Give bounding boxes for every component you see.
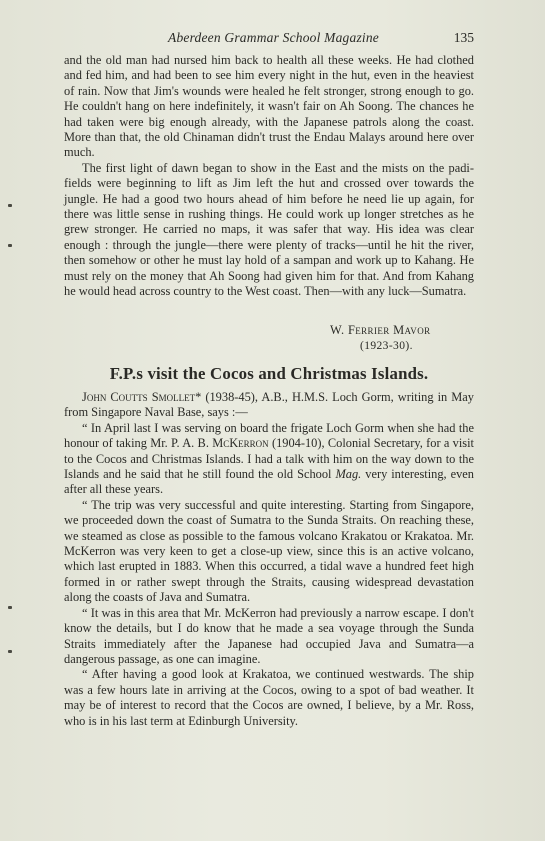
author-name: W. Ferrier Mavor [330,323,431,337]
paragraph-text: “ In April last I was serving on board the frigate Loch Gorm when she had the honour of taking Mr. P. A. B. [64,420,474,451]
story-paragraph: and the old man had nursed him back to health all these weeks. He had clothed and fed him, and had been to see him every night in the hut, even in the heaviest of rain. Now that Jim's wounds were healed he felt stronger, strong enough to go. He couldn't hang on here indefinitely, it wasn't fair on Ah Soong. The chances he had taken were big enough already, with the Japanese patrols along the coast. More than that, the old Chinaman didn't trust the Endau Malays around here over much. [64,53,474,160]
article-title: F.P.s visit the Cocos and Christmas Islands. [109,364,429,383]
magazine-abbrev: Mag. [335,467,362,482]
writer-name: John Coutts Smollet* [82,390,202,404]
paragraph-text: (1904-10), Colonial Secretary, for a visit to the Cocos and Christmas Islands. I had a talk with him on the way down to the Islands and he said that he still found the old School [64,436,474,482]
author-signature [330,322,480,354]
article-paragraph [64,421,474,498]
margin-mark [8,244,12,247]
article-intro [64,390,474,421]
margin-mark [8,204,12,207]
author-years: (1923-30). [360,340,413,352]
intro-text: (1938-45), A.B., H.M.S. Loch Gorm, writing in May from Singapore Naval Base, says :— [64,390,475,420]
page-number: 135 [453,30,474,45]
article-paragraph: “ The trip was very successful and quite interesting. Starting from Singapore, we proceeded down the coast of Sumatra to the Sunda Straits. On reaching these, we steamed as close as possible to the famous volcano Krakatou or Krakatoa. Mr. McKerron was very keen to get a close-up view, since this is an active volcano, which last erupted in 1883. When this occurred, a tidal wave a hundred feet high formed in or rather swept through the Straits, causing widespread devastation along the coasts of Java and Sumatra. [64,497,474,605]
margin-mark [8,650,12,653]
article-body [64,390,474,729]
running-title: Aberdeen Grammar School Magazine [168,30,379,45]
story-paragraph: The first light of dawn began to show in the East and the mists on the padi-fields were beginning to lift as Jim left the hut and crossed over towards the jungle. He had a good two hours ahead of him before he need lie up again, for there was little sense in rushing things. He could work up longer stretches as he grew stronger. He carried no maps, it was safer that way. His idea was clear enough : through the jungle—there were plenty of tracks—until he hit the river, then somehow or other he must lay hold of a sampan and work up to Kahang. He must rely on the money that Ah Soong had given him for that. And from Kahang he would head across country to the West coast. Then—with any luck—Sumatra. [64,160,474,299]
article-paragraph: “ It was in this area that Mr. McKerron had previously a narrow escape. I don't know the details, but I do know that he made a sea voyage through the Sunda Straits immediately after the Japanese had occupied Java and Sumatra—a dangerous passage, as one can imagine. [64,605,474,666]
paragraph-text: very interesting, even after all these years. [64,467,474,497]
page-header [64,30,474,48]
person-name: McKerron [212,436,269,451]
article-paragraph: “ After having a good look at Krakatoa, we continued westwards. The ship was a few hours late in arriving at the Cocos, owing to a spot of bad weather. It may be of interest to record that the Cocos are owned, I believe, by a Mr. Ross, who is in his last term at Edinburgh University. [64,667,474,728]
margin-mark [8,606,12,609]
story-continuation [64,53,474,300]
